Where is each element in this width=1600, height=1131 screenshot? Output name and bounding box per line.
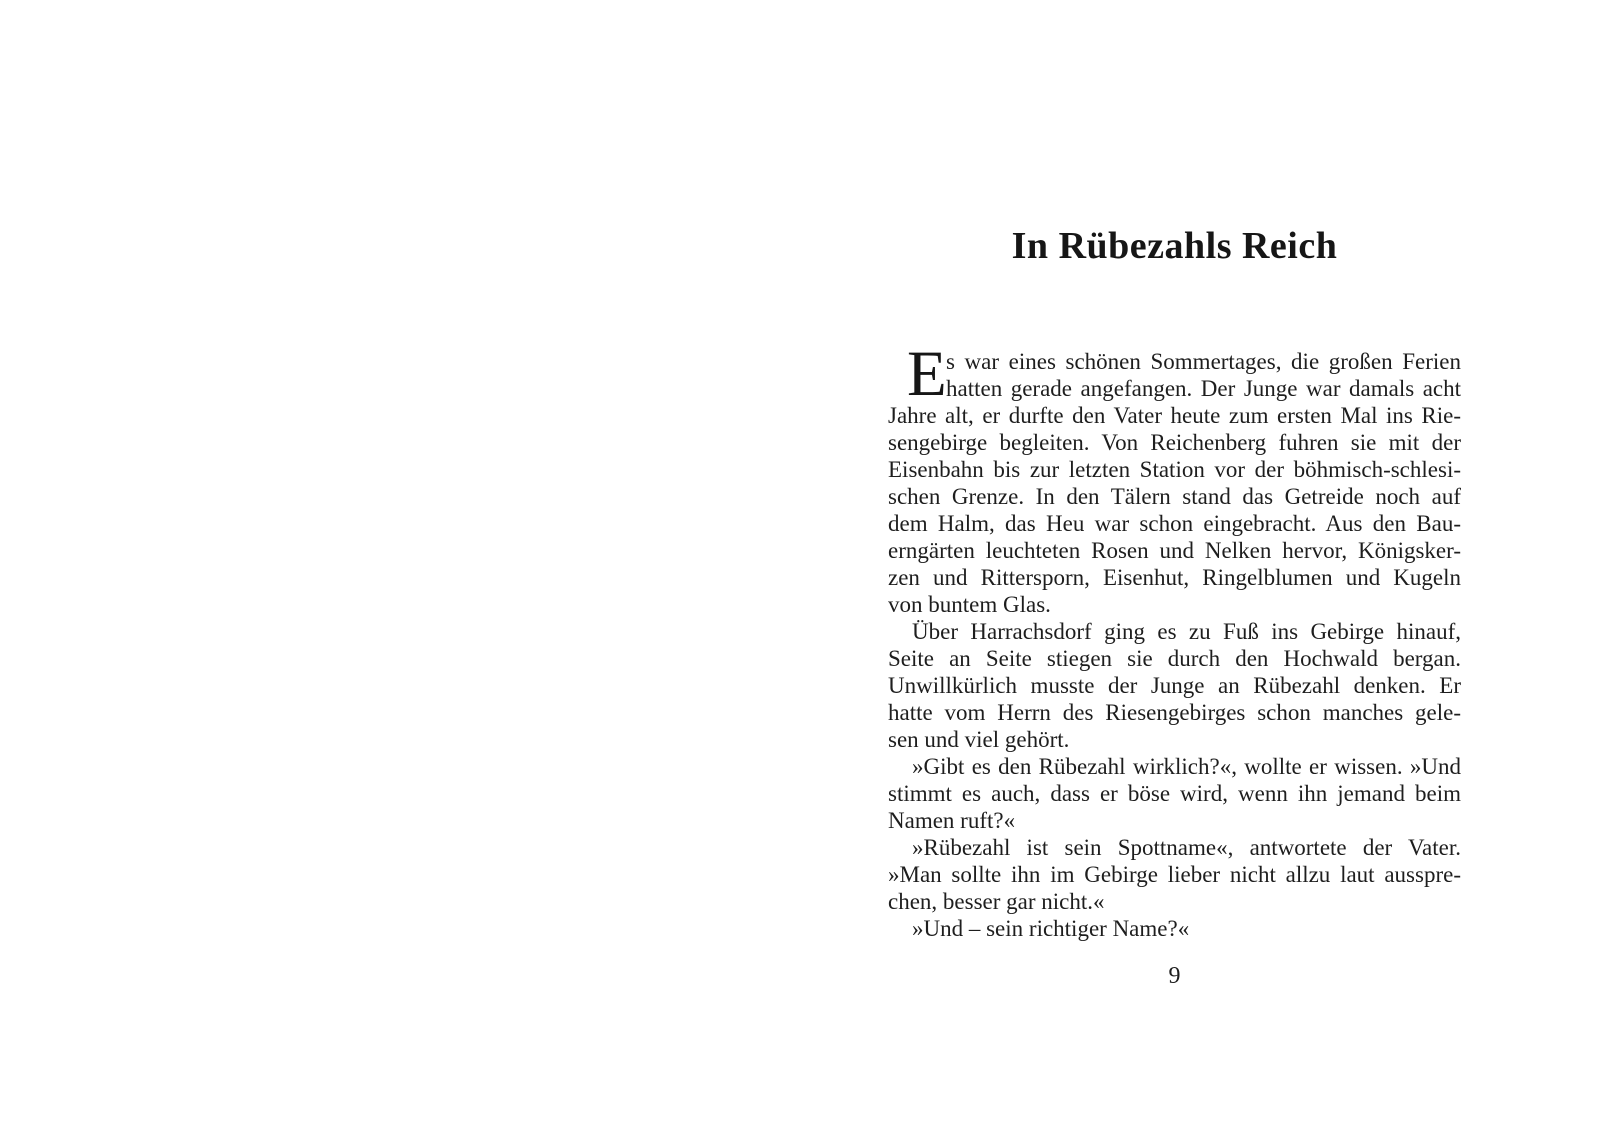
body-line: hatte vom Herrn des Riesengebirges schon manches gele- [888,700,1461,725]
body-line: s war eines schönen Sommertages, die großen Ferien [946,349,1461,374]
body-line: zen und Rittersporn, Eisenhut, Ringelblumen und Kugeln [888,565,1461,590]
body-line: Jahre alt, er durfte den Vater heute zum ersten Mal ins Rie- [888,403,1461,428]
body-line: hatten gerade angefangen. Der Junge war damals acht [946,376,1461,401]
body-line: Namen ruft?« [888,808,1016,833]
chapter-title: In Rübezahls Reich [1011,225,1338,267]
body-line: sengebirge begleiten. Von Reichenberg fuhren sie mit der [888,430,1461,455]
body-line: erngärten leuchteten Rosen und Nelken hervor, Königsker- [888,538,1461,563]
body-line: von buntem Glas. [888,592,1051,617]
body-line: stimmt es auch, dass er böse wird, wenn ihn jemand beim [888,781,1461,806]
page-number: 9 [1168,963,1181,989]
body-line: »Rübezahl ist sein Spottname«, antwortete der Vater. [912,835,1461,860]
drop-cap: E [907,338,947,410]
body-line: Seite an Seite stiegen sie durch den Hochwald bergan. [888,646,1461,671]
body-line: Über Harrachsdorf ging es zu Fuß ins Gebirge hinauf, [912,619,1461,644]
body-line: »Man sollte ihn im Gebirge lieber nicht allzu laut ausspre- [888,862,1461,887]
body-line: »Gibt es den Rübezahl wirklich?«, wollte er wissen. »Und [912,754,1461,779]
body-line: dem Halm, das Heu war schon eingebracht. Aus den Bau- [888,511,1461,536]
body-line: Eisenbahn bis zur letzten Station vor der böhmisch-schlesi- [888,457,1461,482]
body-line: schen Grenze. In den Tälern stand das Getreide noch auf [888,484,1461,509]
body-line: sen und viel gehört. [888,727,1070,752]
text-block [888,338,1461,942]
body-line: Unwillkürlich musste der Junge an Rübezahl denken. Er [888,673,1461,698]
body-line: »Und – sein richtiger Name?« [912,916,1190,941]
body-line: chen, besser gar nicht.« [888,889,1105,914]
